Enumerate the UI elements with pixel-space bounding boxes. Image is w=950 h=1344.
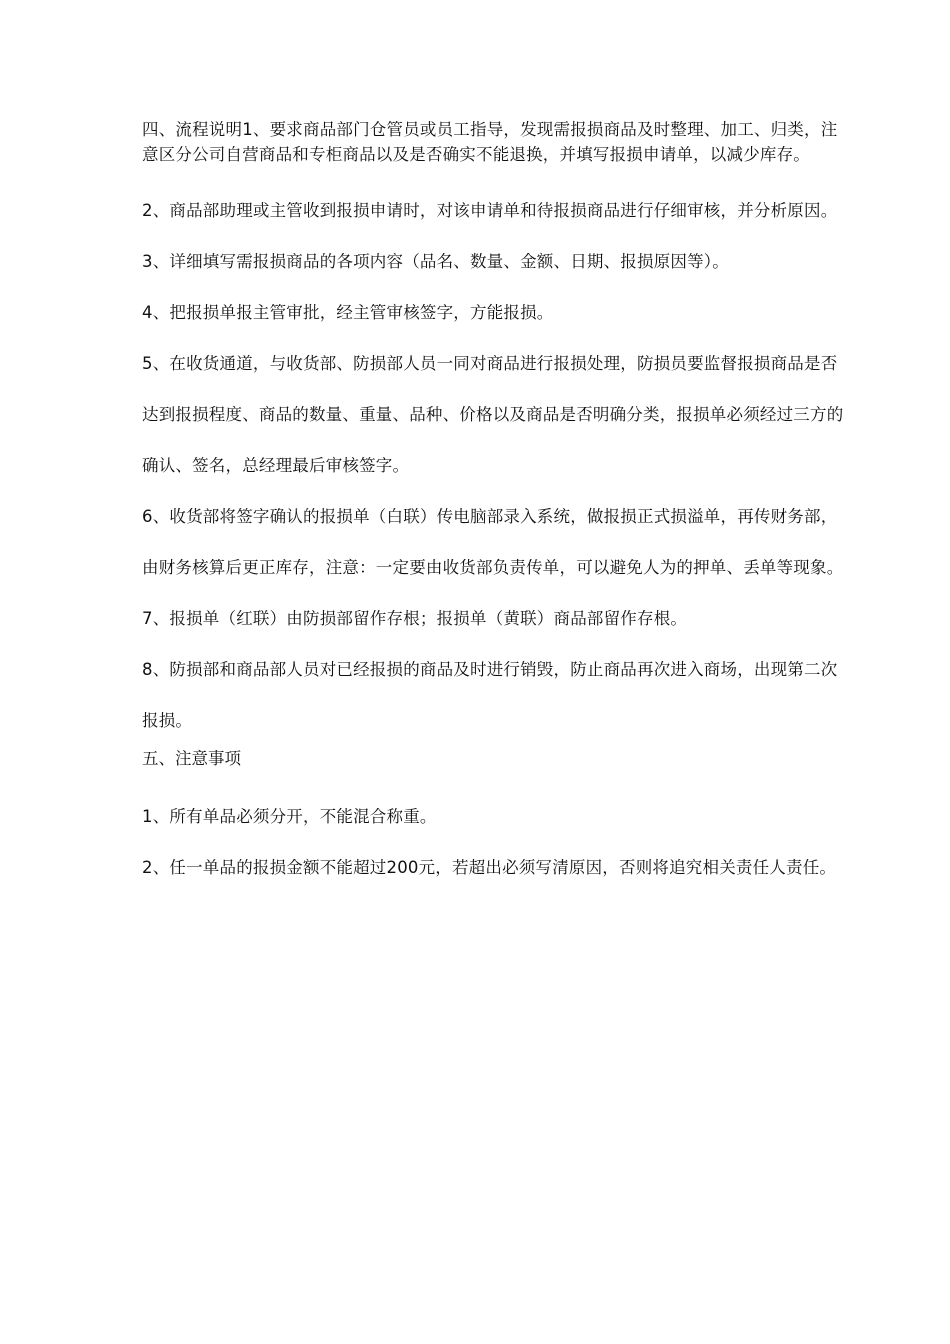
document-body bbox=[142, 117, 850, 893]
section4-step-2: 2、商品部助理或主管收到报损申请时，对该申请单和待报损商品进行仔细审核，并分析原因。 bbox=[142, 201, 838, 220]
section4-step-4: 4、把报损单报主管审批，经主管审核签字，方能报损。 bbox=[142, 303, 554, 322]
section5-item-2: 2、任一单品的报损金额不能超过200元，若超出必须写清原因，否则将追究相关责任人责任。 bbox=[142, 858, 837, 877]
section5-item-1: 1、所有单品必须分开，不能混合称重。 bbox=[142, 807, 437, 826]
section4-step-1-text: 1、要求商品部门仓管员或员工指导，发现需报损商品及时整理、加工、归类，注意区分公司自营商品和专柜商品以及是否确实不能退换，并填写报损申请单，以减少库存。 bbox=[142, 120, 838, 164]
section4-step-8: 8、防损部和商品部人员对已经报损的商品及时进行销毁，防止商品再次进入商场，出现第二次报损。 bbox=[142, 660, 838, 730]
section5-title: 五、注意事项 bbox=[142, 749, 241, 768]
section4-step-7: 7、报损单（红联）由防损部留作存根；报损单（黄联）商品部留作存根。 bbox=[142, 609, 688, 628]
section4-step-3: 3、详细填写需报损商品的各项内容（品名、数量、金额、日期、报损原因等）。 bbox=[142, 252, 729, 271]
section4-step-6: 6、收货部将签字确认的报损单（白联）传电脑部录入系统，做报损正式损溢单，再传财务部，由财务核算后更正库存，注意：一定要由收货部负责传单，可以避免人为的押单、丢单等现象。 bbox=[142, 507, 844, 577]
section4-title: 四、流程说明 bbox=[142, 120, 243, 139]
section4-step-5: 5、在收货通道，与收货部、防损部人员一同对商品进行报损处理，防损员要监督报损商品是否达到报损程度、商品的数量、重量、品种、价格以及商品是否明确分类，报损单必须经过三方的确认、签名，总经理最后审核签字。 bbox=[142, 354, 844, 475]
section4-step-1 bbox=[142, 117, 850, 167]
